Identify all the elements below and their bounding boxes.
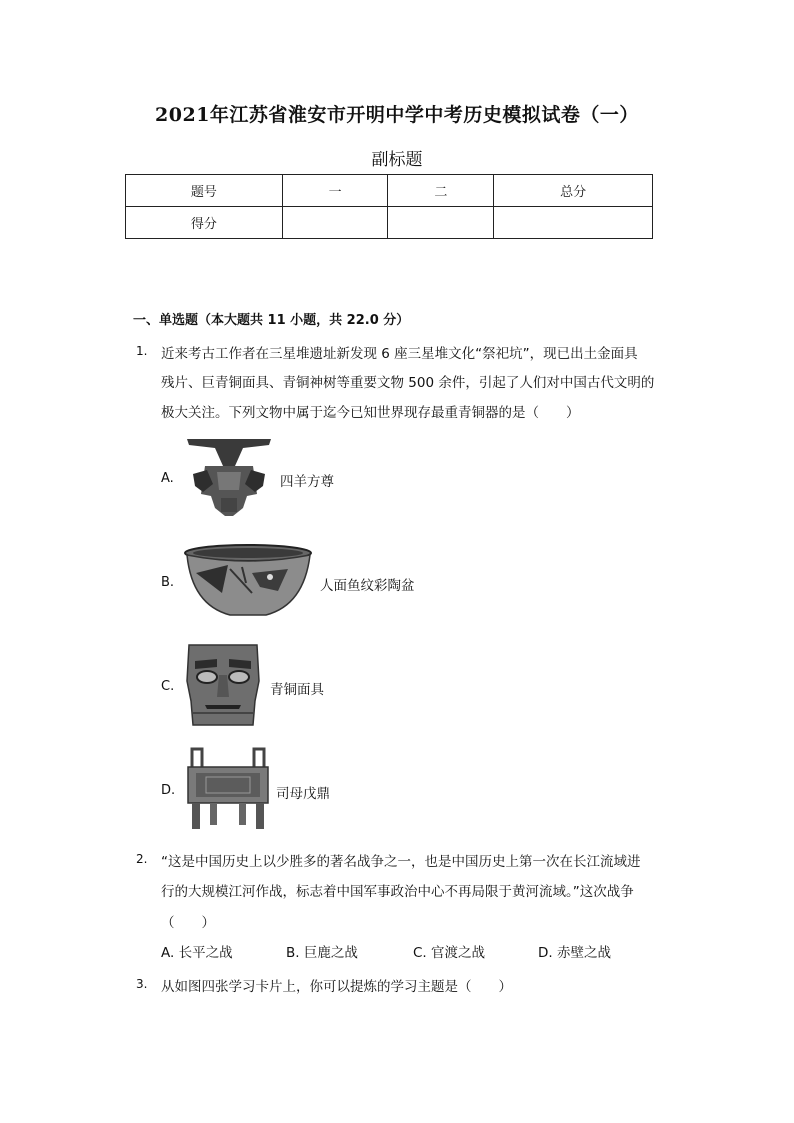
question-text-line: 行的大规模江河作战，标志着中国军事政治中心不再局限于黄河流域。”这次战争: [161, 884, 634, 900]
choice-b: B. 巨鹿之战: [286, 945, 358, 961]
question-text-line: 极大关注。下列文物中属于迄今已知世界现存最重青铜器的是（ ）: [161, 405, 580, 421]
question-number: 1.: [136, 344, 148, 358]
exam-title: 2021年江苏省淮安市开明中学中考历史模拟试卷（一）: [155, 104, 639, 126]
choice-a: A. 长平之战: [161, 945, 233, 961]
question-text-line: 残片、巨青铜面具、青铜神树等重要文物 500 余件，引起了人们对中国古代文明的: [161, 375, 655, 391]
score-header-cell: 一: [282, 175, 388, 207]
question-text-line: 从如图四张学习卡片上，你可以提炼的学习主题是（ ）: [161, 979, 512, 995]
bronze-mask-icon: [183, 641, 263, 728]
score-row-label: 得分: [126, 207, 283, 239]
pottery-basin-icon: [182, 543, 315, 621]
option-letter: C.: [161, 679, 175, 694]
score-header-cell: 总分: [494, 175, 653, 207]
zun-vessel-icon: [183, 436, 275, 518]
option-name: 青铜面具: [270, 682, 324, 698]
option-letter: B.: [161, 575, 175, 590]
choice-d: D. 赤壁之战: [538, 945, 611, 961]
choice-c: C. 官渡之战: [413, 945, 486, 961]
question-number: 3.: [136, 977, 148, 991]
score-header-cell: 题号: [126, 175, 283, 207]
option-letter: D.: [161, 783, 176, 798]
score-table-header-row: [126, 175, 653, 207]
score-cell: [388, 207, 494, 239]
ding-cauldron-icon: [186, 745, 270, 831]
option-name: 人面鱼纹彩陶盆: [320, 578, 415, 594]
exam-subtitle: 副标题: [371, 150, 423, 170]
question-number: 2.: [136, 852, 148, 866]
score-header-cell: 二: [388, 175, 494, 207]
question-text-line: 近来考古工作者在三星堆遗址新发现 6 座三星堆文化“祭祀坑”，现已出土金面具: [161, 346, 638, 362]
question-text-line: “这是中国历史上以少胜多的著名战争之一，也是中国历史上第一次在长江流域进: [161, 854, 641, 870]
option-name: 四羊方尊: [280, 474, 334, 490]
option-letter: A.: [161, 471, 174, 486]
section-heading: 一、单选题（本大题共 11 小题，共 22.0 分）: [133, 313, 410, 328]
question-text-line: （ ）: [161, 915, 215, 931]
score-cell: [494, 207, 653, 239]
option-name: 司母戊鼎: [276, 786, 330, 802]
score-cell: [282, 207, 388, 239]
score-table-score-row: [126, 207, 653, 239]
score-table: [125, 174, 653, 239]
